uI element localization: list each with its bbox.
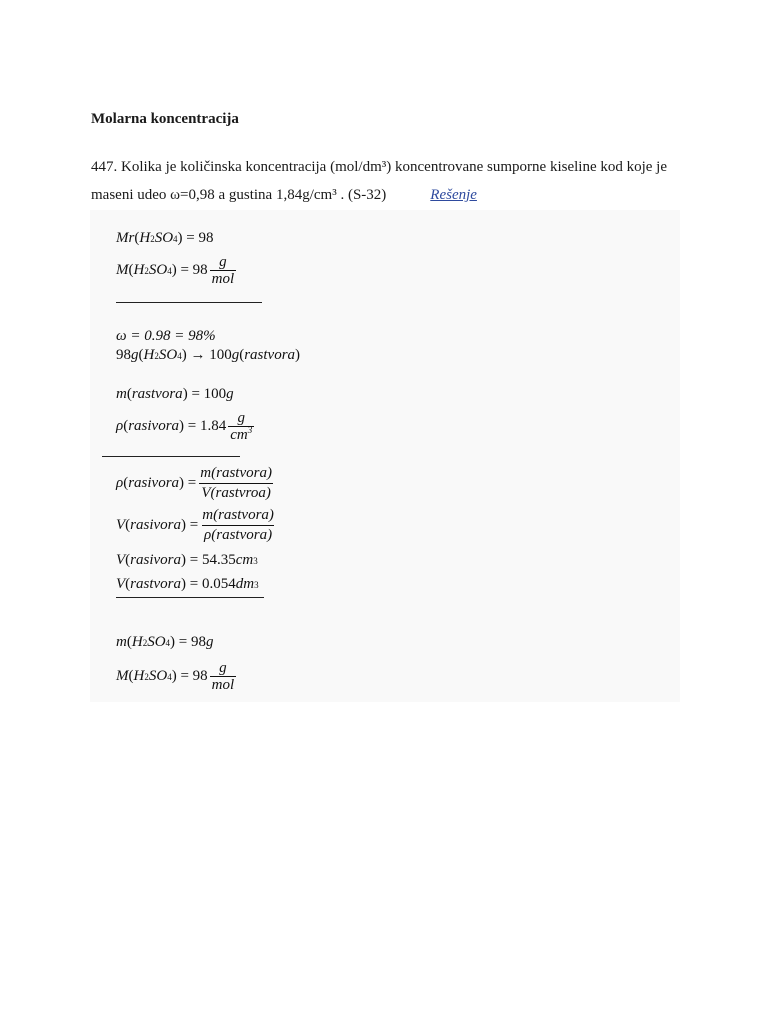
- solution-link[interactable]: Rešenje: [430, 187, 477, 203]
- divider-2: [102, 456, 240, 457]
- eq-omega: ω = 0.98 = 98%: [116, 328, 216, 344]
- eq-mass-ratio: 98 g ( H 2 SO 4 ) → 100 g ( rastvora ): [116, 347, 301, 363]
- eq-volume-cm3: V ( rasivora ) = 54.35 cm 3: [116, 552, 258, 568]
- solution-image: [90, 210, 680, 702]
- problem-text: [91, 153, 691, 209]
- problem-line-1: 447. Kolika je količinska koncentracija (mol/dm³) koncentrovane sumporne kiseline kod koje je: [91, 159, 668, 175]
- eq-volume-dm3: V ( rastvora ) = 0.054 dm 3: [116, 576, 259, 592]
- eq-volume-formula: V ( rasivora ) = $\frac{\text{m(rastvora)}}{\text{ρ(rastvora)}}$: [116, 507, 274, 543]
- eq-density-formula: ρ ( rasivora ) = $\frac{\text{m(rastvora)}}{\text{V(rastvroa)}}$: [116, 465, 272, 501]
- eq-density: ρ ( rasivora ) = 1.84 $\frac{g}{cm^3}$: [116, 410, 253, 443]
- eq-molecular-mass: Mr ( H 2 SO 4 ) = 98: [116, 230, 214, 246]
- divider-1: [116, 302, 262, 303]
- problem-line-2-text: maseni udeo ω=0,98 a gustina 1,84g/cm³ . (S-32): [91, 187, 387, 203]
- problem-line-2: [91, 181, 691, 209]
- eq-solution-mass: m ( rastvora ) = 100 g: [116, 386, 234, 402]
- eq-molar-mass: M ( H 2 SO 4 ) = 98 $\frac{g}{\text{mol}}$: [116, 254, 235, 287]
- page-title: Molarna koncentracija: [91, 111, 239, 127]
- eq-acid-mass: m ( H 2 SO 4 ) = 98 g: [116, 634, 214, 650]
- eq-molar-mass-2: M ( H 2 SO 4 ) = 98 $\frac{g}{\text{mol}}$: [116, 660, 235, 693]
- divider-3: [116, 597, 264, 598]
